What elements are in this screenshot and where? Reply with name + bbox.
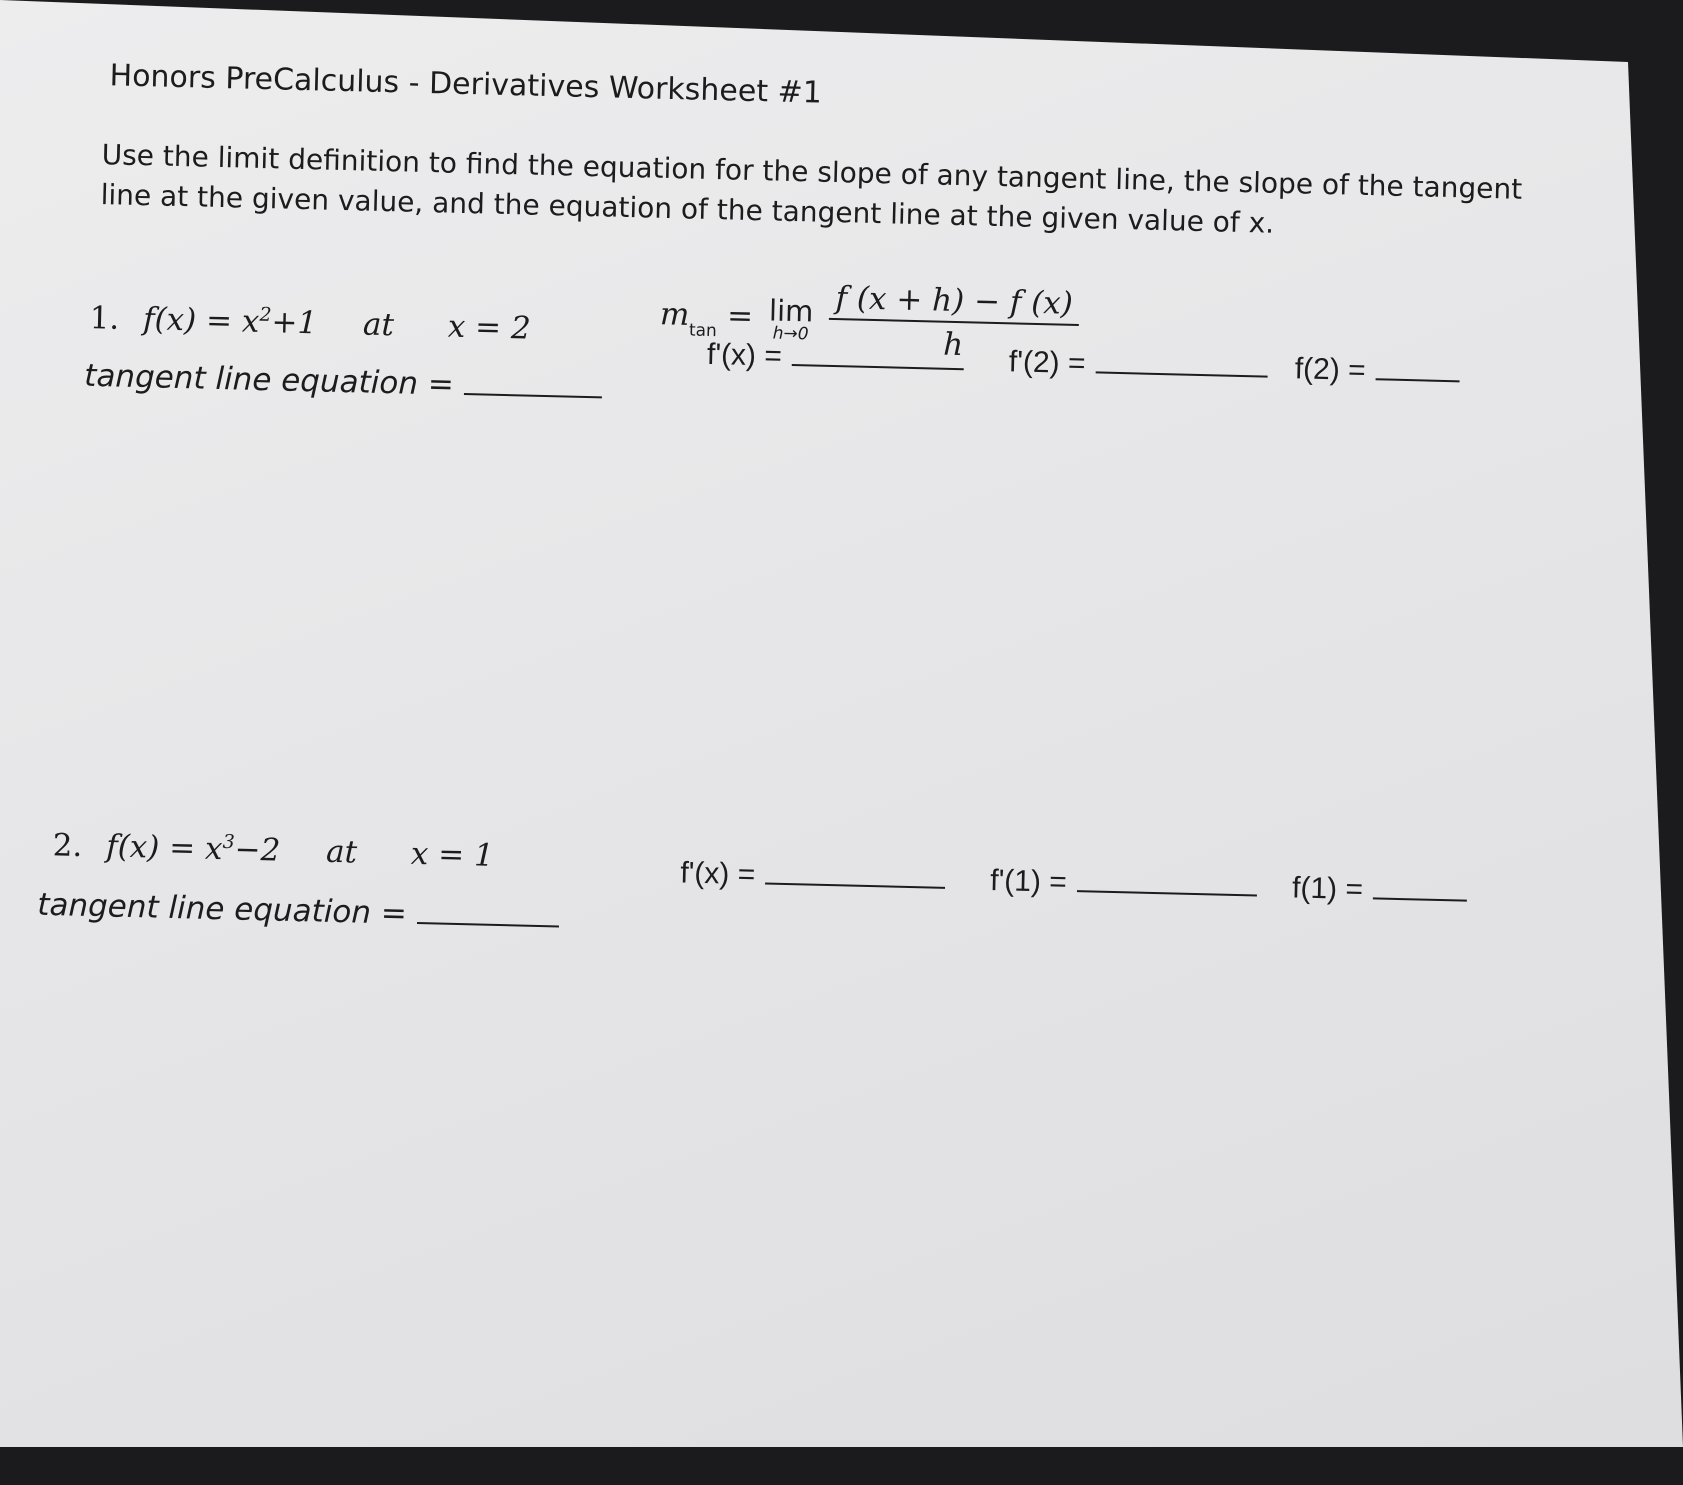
slope-label: f'(2) = bbox=[1008, 345, 1086, 381]
problem-1-slope bbox=[1008, 343, 1267, 385]
formula-denominator: h bbox=[942, 326, 964, 364]
problem-2-value bbox=[1292, 869, 1468, 909]
slope-blank[interactable] bbox=[1077, 864, 1258, 896]
slope-blank[interactable] bbox=[1095, 345, 1268, 377]
value-label: f(2) = bbox=[1294, 352, 1367, 388]
problem-2-tangent-line bbox=[37, 887, 559, 936]
limit-word: lim bbox=[768, 293, 814, 329]
formula-numerator: f (x + h) − f (x) bbox=[829, 280, 1079, 326]
slope-label: f'(1) = bbox=[989, 863, 1068, 899]
value-blank[interactable] bbox=[1375, 352, 1460, 382]
exponent: 2 bbox=[259, 303, 272, 327]
value-blank[interactable] bbox=[1373, 871, 1468, 901]
problem-1-tangent-line bbox=[84, 358, 602, 407]
derivative-blank[interactable] bbox=[792, 338, 965, 370]
formula-equals: = bbox=[726, 297, 754, 335]
instructions: Use the limit definition to find the equation for the slope of any tangent line, the slope of the tangent line at the given value, and the equation of the tangent line at the given value of x. bbox=[100, 138, 1523, 240]
exponent: 3 bbox=[222, 831, 236, 854]
problem-2-statement bbox=[52, 827, 494, 874]
problem-1-derivative bbox=[707, 336, 965, 378]
problem-at: at bbox=[325, 834, 358, 871]
derivative-label: f'(x) = bbox=[706, 337, 783, 373]
problem-1-statement bbox=[89, 300, 531, 347]
derivative-label: f'(x) = bbox=[679, 856, 756, 892]
value-label: f(1) = bbox=[1291, 871, 1364, 907]
problem-function: $f(x) = x^2+1$ bbox=[142, 301, 318, 342]
derivative-blank[interactable] bbox=[765, 857, 946, 889]
problem-x-value: x = 1 bbox=[410, 836, 495, 875]
problem-number: 2. bbox=[52, 827, 83, 865]
worksheet-title: Honors PreCalculus - Derivatives Worksheet #1 bbox=[109, 58, 823, 111]
problem-x-value: x = 2 bbox=[447, 308, 532, 347]
problem-1-value bbox=[1294, 350, 1460, 390]
tangent-line-blank[interactable] bbox=[464, 367, 603, 398]
tangent-line-label: tangent line equation = bbox=[36, 886, 408, 932]
tangent-line-label: tangent line equation = bbox=[83, 357, 455, 403]
problem-2-slope bbox=[990, 862, 1257, 905]
problem-number: 1. bbox=[89, 300, 120, 337]
formula-subscript: tan bbox=[688, 319, 718, 341]
formula-m: m bbox=[659, 296, 690, 333]
problem-function: $f(x) = x^3-2$ bbox=[105, 828, 281, 869]
tangent-line-blank[interactable] bbox=[417, 896, 560, 927]
problem-at: at bbox=[362, 306, 395, 344]
limit-subscript: h→0 bbox=[772, 323, 809, 345]
problem-2-derivative bbox=[680, 854, 946, 896]
